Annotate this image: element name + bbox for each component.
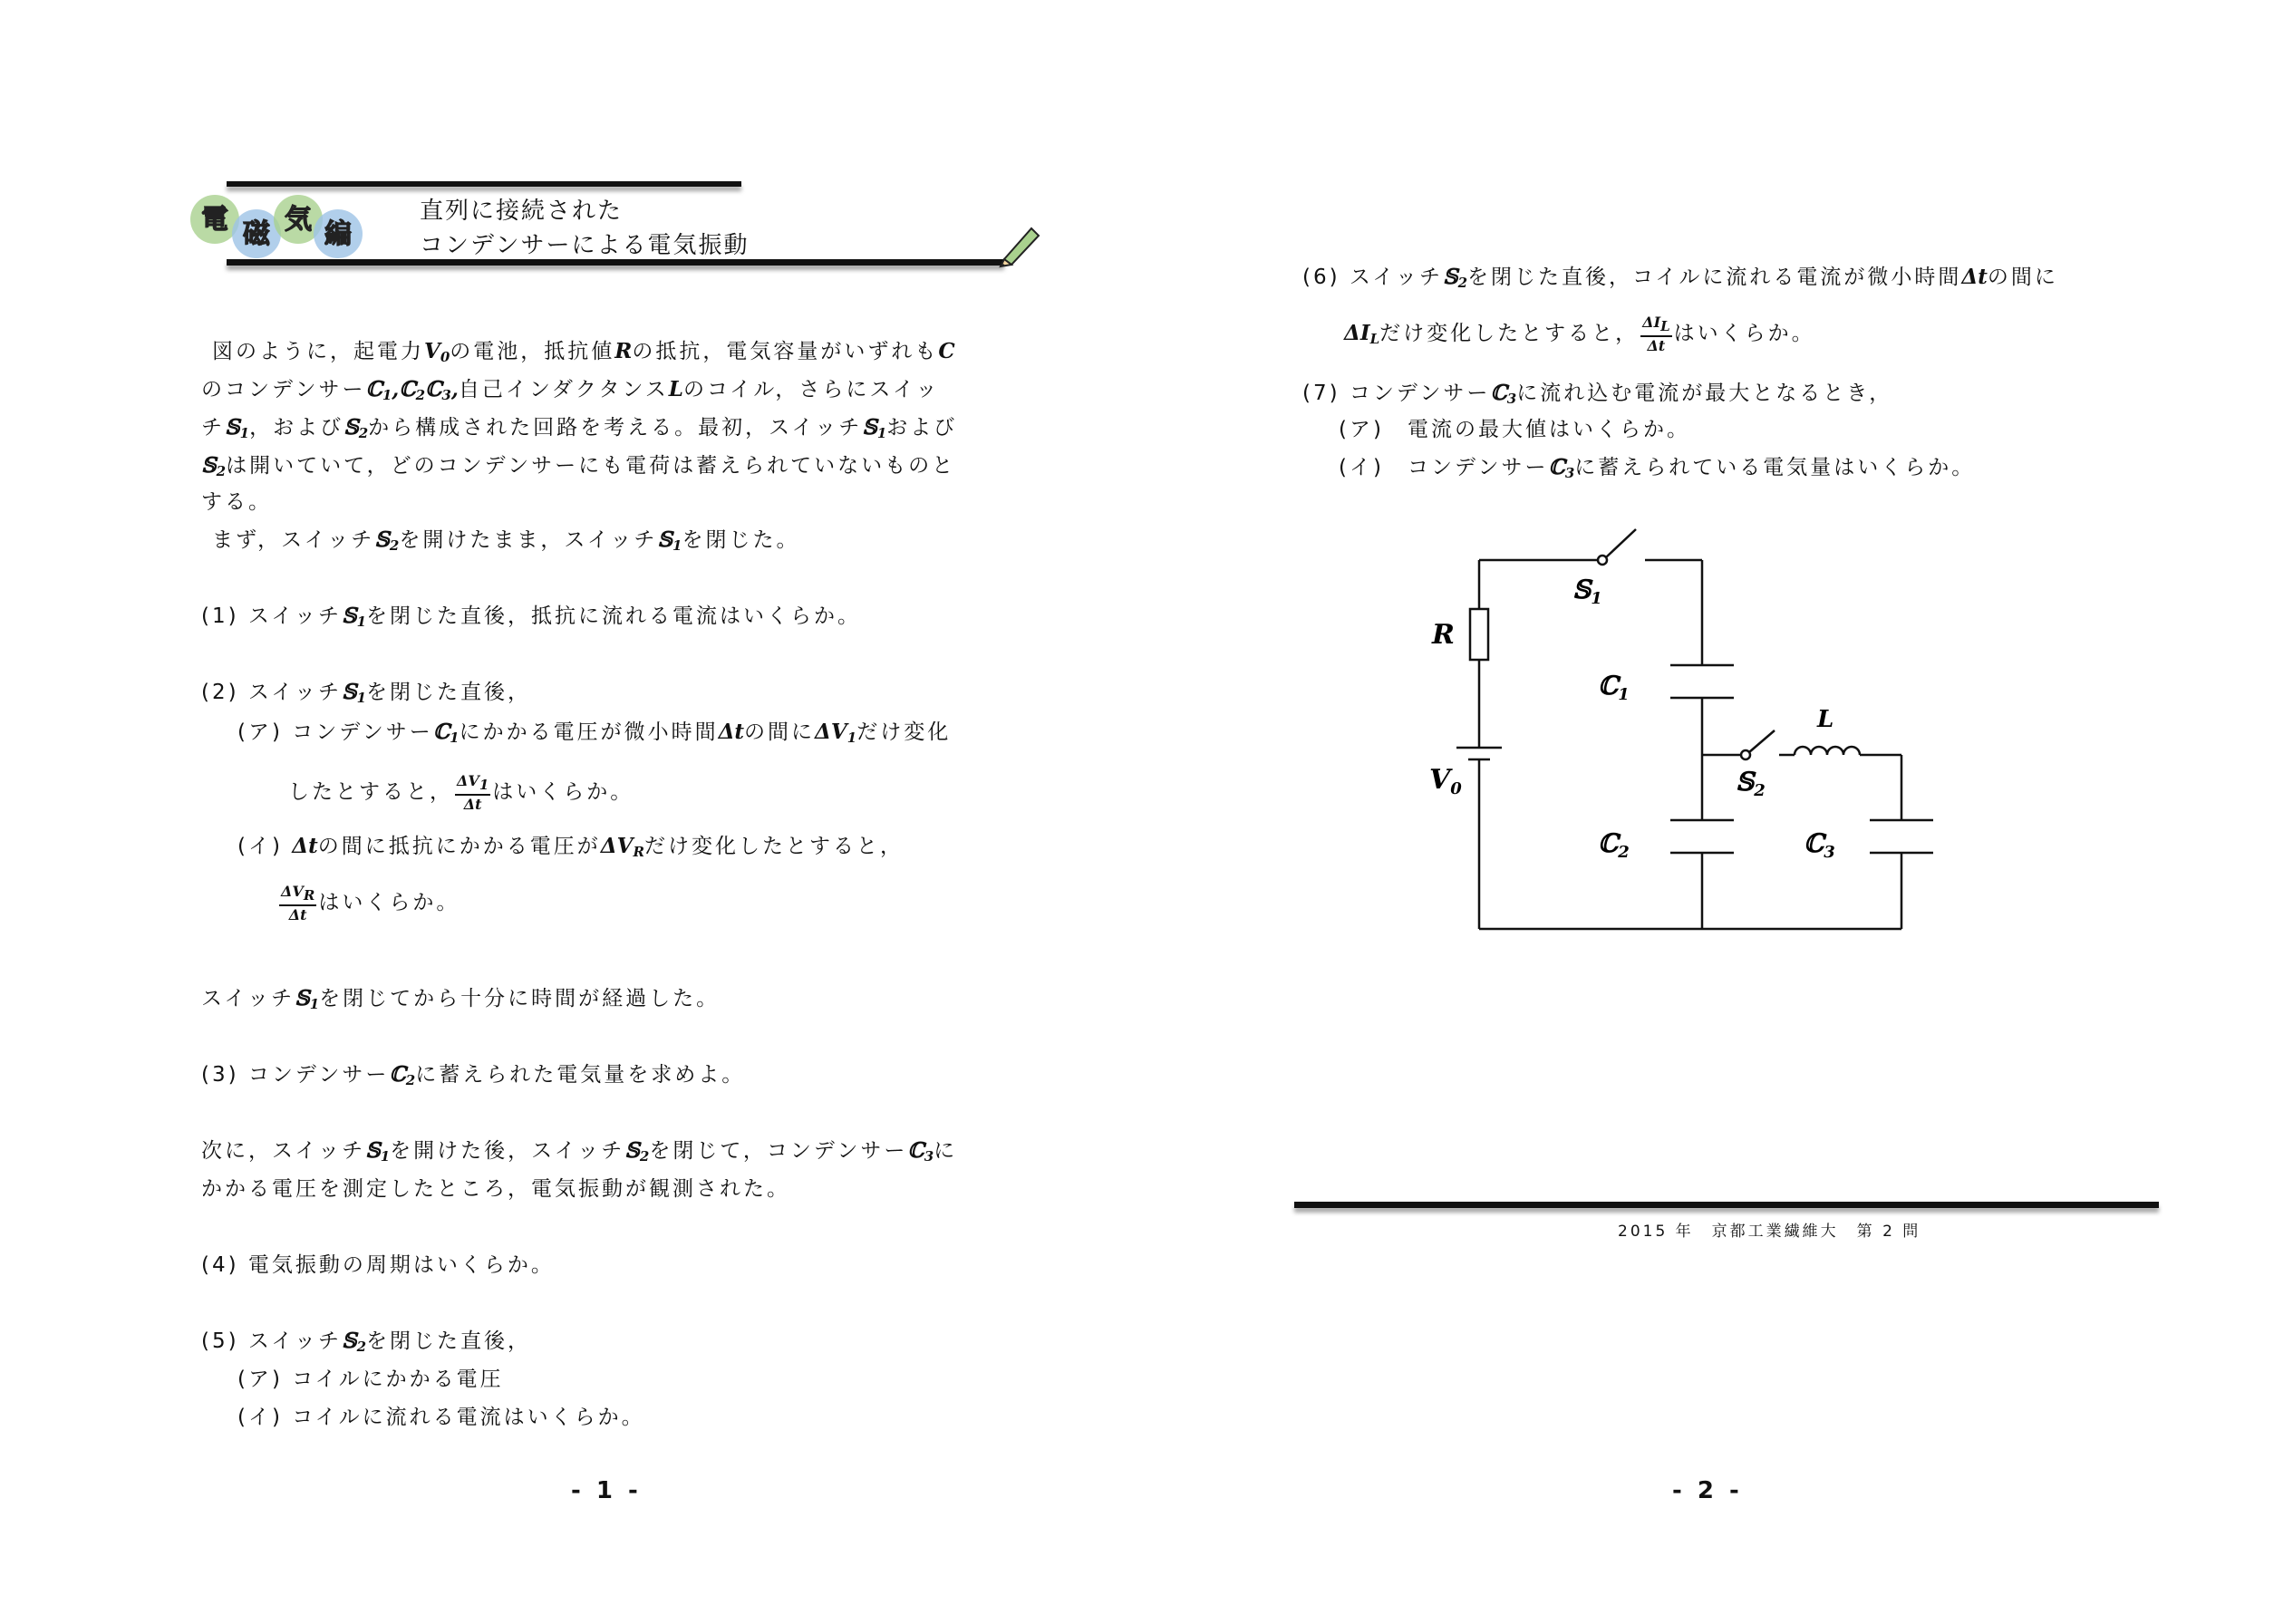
intro-line-3: チ𝕊$_1$，および𝕊$_2$から構成された回路を考える。最初，スイッチ𝕊$_1$および <box>201 415 958 441</box>
question-5a: (ア) コイルにかかる電圧 <box>237 1368 504 1391</box>
question-4: (4) 電気振動の周期はいくらか。 <box>201 1253 555 1277</box>
question-2b-line-1: (イ) Δtの間に抵抗にかかる電圧が$\Delta V_R$だけ変化したとすると， <box>237 834 904 860</box>
badge-char-2: 磁 <box>243 218 270 250</box>
intro-line-6: まず，スイッチ𝕊$_2$を開けたまま，スイッチ𝕊$_1$を閉じた。 <box>212 527 800 554</box>
footer-rule <box>1294 1202 2159 1208</box>
intro-line-5: する。 <box>201 490 272 514</box>
question-5b: (イ) コイルに流れる電流はいくらか。 <box>237 1406 645 1429</box>
statement-time-elapsed: スイッチ𝕊$_1$を閉じてから十分に時間が経過した。 <box>201 986 721 1012</box>
pencil-icon <box>997 221 1042 266</box>
label-C3: ℂ$_3$ <box>1804 828 1835 862</box>
badge-char-1: 電 <box>201 204 228 236</box>
section-title <box>420 194 749 263</box>
category-badge <box>186 192 399 263</box>
fraction-dIL-dt: $\frac{\Delta I_L}{\Delta t}$ <box>1642 314 1670 354</box>
label-S1: 𝕊$_1$ <box>1572 575 1602 608</box>
question-5: (5) スイッチ𝕊$_2$を閉じた直後， <box>201 1329 532 1355</box>
statement-next-line-1: 次に，スイッチ𝕊$_1$を開けた後，スイッチ𝕊$_2$を閉じて，コンデンサーℂ$_3$に <box>201 1138 958 1165</box>
question-6-line-1: (6) スイッチ𝕊$_2$を閉じた直後，コイルに流れる電流が微小時間Δtの間に <box>1302 265 2058 291</box>
section-title-line-1: 直列に接続された <box>420 198 624 225</box>
statement-next-line-2: かかる電圧を測定したところ，電気振動が観測された。 <box>201 1177 790 1201</box>
badge-char-4: 編 <box>324 218 352 250</box>
page-number-2: - 2 - <box>1672 1477 1743 1504</box>
label-L: L <box>1817 706 1834 733</box>
label-C2: ℂ$_2$ <box>1598 828 1630 862</box>
question-7b: (イ) コンデンサーℂ$_3$に蓄えられている電気量はいくらか。 <box>1339 455 1976 481</box>
header-rule-top <box>227 181 741 187</box>
intro-line-4: 𝕊$_2$は開いていて，どのコンデンサーにも電荷は蓄えられていないものと <box>201 453 956 479</box>
switch-s1-pivot <box>1598 556 1607 565</box>
intro-line-1: 図のように，起電力$V_0$の電池，抵抗値Rの抵抗，電気容量がいずれもC <box>212 339 955 365</box>
page-number-1: - 1 - <box>571 1477 642 1504</box>
label-R: R <box>1432 619 1455 651</box>
intro-line-2: のコンデンサーℂ$_1$,ℂ$_2$ℂ$_3$,自己インダクタンスLのコイル，さらにスイッ <box>201 377 940 403</box>
question-6-line-2: $\Delta I_L$だけ変化したとすると， $\frac{\Delta I_L}{\Delta t}$ はいくらか。 <box>1344 314 1815 354</box>
section-title-line-2: コンデンサーによる電気振動 <box>420 232 750 259</box>
inductor-coil <box>1795 747 1860 755</box>
question-3: (3) コンデンサーℂ$_2$に蓄えられた電気量を求めよ。 <box>201 1062 746 1088</box>
circuit-diagram <box>1429 517 2180 942</box>
switch-s2-pivot <box>1741 750 1750 759</box>
question-2: (2) スイッチ𝕊$_1$を閉じた直後， <box>201 680 532 706</box>
question-1: (1) スイッチ𝕊$_1$を閉じた直後，抵抗に流れる電流はいくらか。 <box>201 604 862 630</box>
fraction-dV1-dt: $\frac{\Delta V_1}{\Delta t}$ <box>457 772 489 813</box>
footer-source: 2015 年 京都工業繊維大 第 2 問 <box>1618 1223 1921 1241</box>
badge-char-3: 気 <box>285 204 312 236</box>
switch-s1-blade <box>1606 529 1636 557</box>
resistor <box>1470 609 1488 660</box>
question-7: (7) コンデンサーℂ$_3$に流れ込む電流が最大となるとき， <box>1302 381 1893 407</box>
switch-s2-blade <box>1749 730 1775 752</box>
label-S2: 𝕊$_2$ <box>1736 767 1766 800</box>
page-1 <box>0 0 1146 1624</box>
question-7a: (ア) 電流の最大値はいくらか。 <box>1339 418 1690 441</box>
label-C1: ℂ$_1$ <box>1598 671 1630 704</box>
fraction-dVR-dt: $\frac{\Delta V_R}{\Delta t}$ <box>281 883 315 923</box>
question-2b-line-2: $\frac{\Delta V_R}{\Delta t}$ はいくらか。 <box>281 883 460 923</box>
label-V0: $V_0$ <box>1429 764 1462 798</box>
question-2a-line-1: (ア) コンデンサーℂ$_1$にかかる電圧が微小時間Δtの間に$\Delta V_1$だけ変化 <box>237 720 952 746</box>
question-2a-line-2: したとすると， $\frac{\Delta V_1}{\Delta t}$ はいくらか。 <box>288 772 634 813</box>
page-2 <box>1146 0 2293 1624</box>
